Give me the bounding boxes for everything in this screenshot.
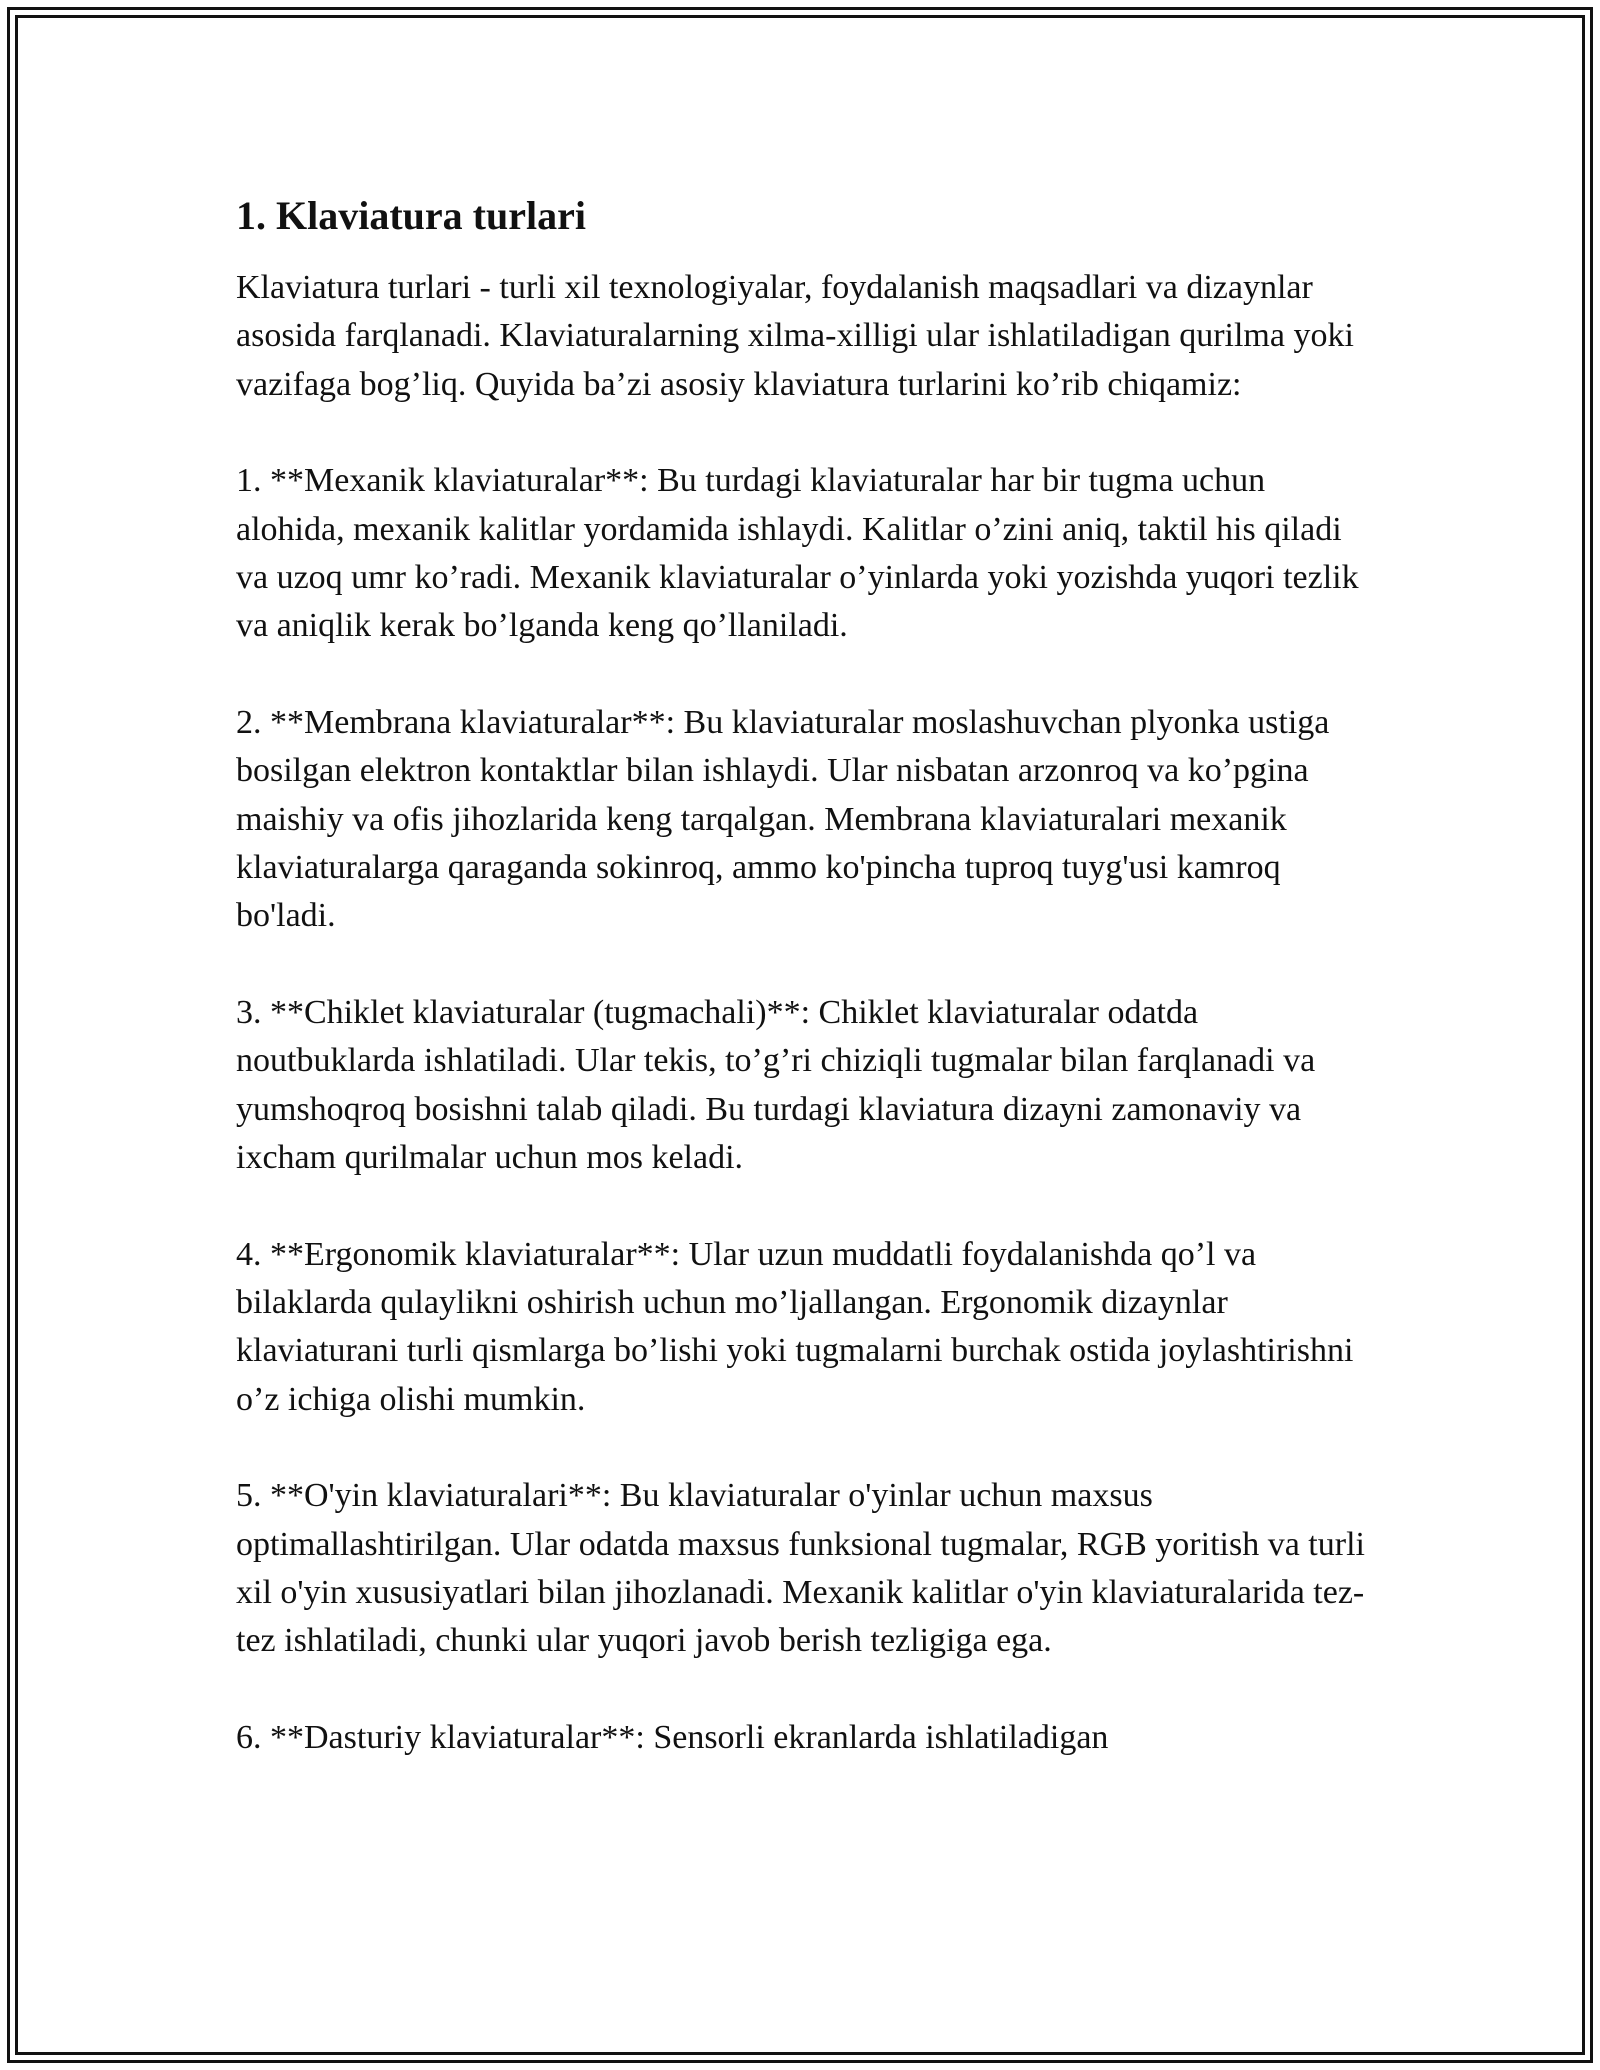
intro-paragraph: Klaviatura turlari - turli xil texnologiyalar, foydalanish maqsadlari va dizaynlar asosida farqlanadi. Klaviaturalarning xilma-xilligi ular ishlatiladigan qurilma yoki vazifaga bog’liq. Quyida ba’zi asosiy klaviatura turlarini ko’rib chiqamiz:: [236, 269, 1354, 403]
paragraph-gaming-keyboards: 5. **O'yin klaviaturalari**: Bu klaviaturalar o'yinlar uchun maxsus optimallashtirilgan. Ular odatda maxsus funksional tugmalar, RGB yoritish va turli xil o'yin xususiyatlari bilan jihozlanadi. Mexanik kalitlar o'yin klaviaturalarida tez-tez ishlatiladi, chunki ular yuqori javob berish tezligiga ega.: [236, 1477, 1365, 1660]
paragraph-membrane-keyboards: 2. **Membrana klaviaturalar**: Bu klaviaturalar moslashuvchan plyonka ustiga bosilgan elektron kontaktlar bilan ishlaydi. Ular nisbatan arzonroq va ko’pgina maishiy va ofis jihozlarida keng tarqalgan. Membrana klaviaturalari mexanik klaviaturalarga qaraganda sokinroq, ammo ko'pincha tuproq tuyg'usi kamroq bo'ladi.: [236, 703, 1330, 935]
paragraph-software-keyboards: 6. **Dasturiy klaviaturalar**: Sensorli ekranlarda ishlatiladigan: [236, 1718, 1109, 1756]
document-title: 1. Klaviatura turlari: [236, 193, 586, 238]
document-body: [236, 190, 1366, 1810]
paragraph-mechanical-keyboards: 1. **Mexanik klaviaturalar**: Bu turdagi klaviaturalar har bir tugma uchun alohida, mexanik kalitlar yordamida ishlaydi. Kalitlar o’zini aniq, taktil his qiladi va uzoq umr ko’radi. Mexanik klaviaturalar o’yinlarda yoki yozishda yuqori tezlik va aniqlik kerak bo’lganda keng qo’llaniladi.: [236, 462, 1359, 645]
paragraph-ergonomic-keyboards: 4. **Ergonomik klaviaturalar**: Ular uzun muddatli foydalanishda qo’l va bilaklarda qulaylikni oshirish uchun mo’ljallangan. Ergonomik dizaynlar klaviaturani turli qismlarga bo’lishi yoki tugmalarni burchak ostida joylashtirishni o’z ichiga olishi mumkin.: [236, 1235, 1354, 1418]
paragraph-chiclet-keyboards: 3. **Chiklet klaviaturalar (tugmachali)**: Chiklet klaviaturalar odatda noutbuklarda ishlatiladi. Ular tekis, to’g’ri chiziqli tugmalar bilan farqlanadi va yumshoqroq bosishni talab qiladi. Bu turdagi klaviatura dizayni zamonaviy va ixcham qurilmalar uchun mos keladi.: [236, 993, 1316, 1177]
